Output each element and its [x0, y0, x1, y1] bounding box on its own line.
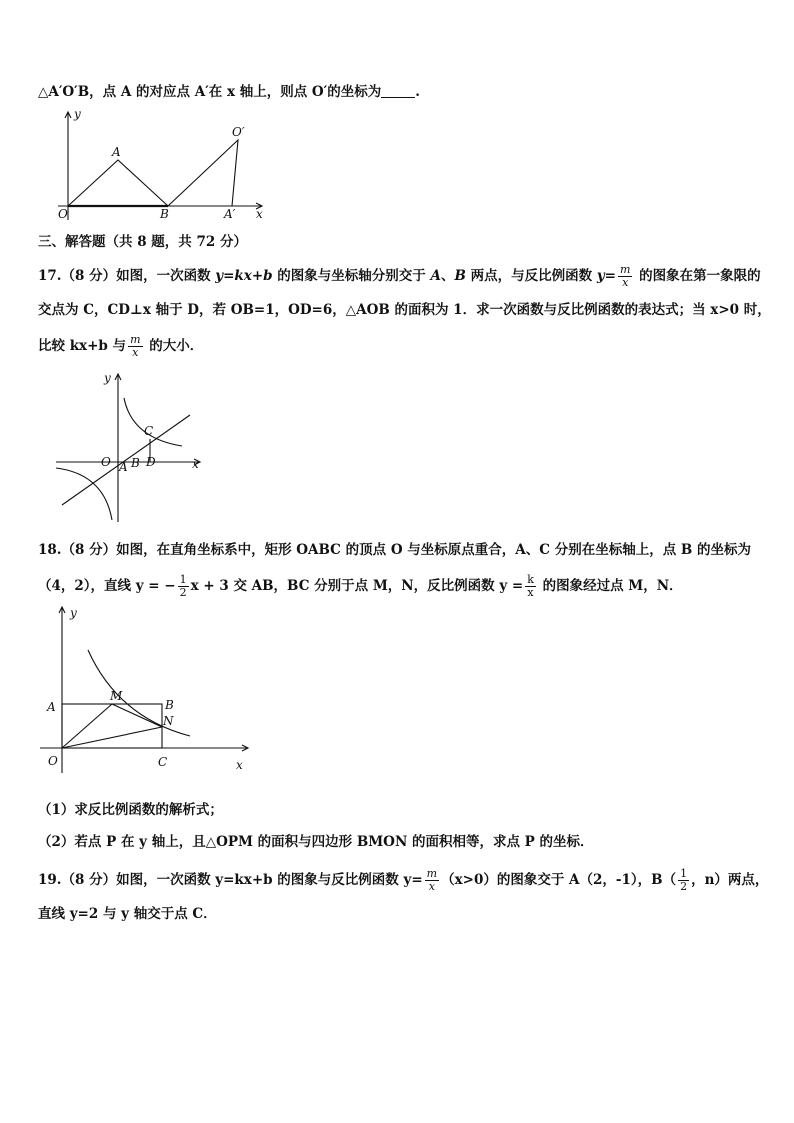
- answer-blank: [381, 83, 415, 98]
- p17-text-i: 的图象在第一象限的: [634, 268, 761, 284]
- p17-text-c: 的图象与坐标轴分别交于: [272, 268, 431, 284]
- p19-text-1c: ，n）两点，: [691, 872, 769, 888]
- figure-18: [40, 605, 255, 775]
- fig18-label-c: C: [158, 755, 168, 769]
- p17-text-3a: 比较 kx+b 与: [38, 338, 127, 354]
- fig16-label-a: A: [112, 145, 121, 159]
- p17-text-f: B: [454, 268, 466, 284]
- fig17-label-c: C: [144, 424, 154, 438]
- fig18-label-m: M: [110, 689, 123, 703]
- fig17-label-y: y: [104, 371, 111, 385]
- fig16-label-y: y: [74, 107, 81, 121]
- fig16-triangle-a2o2b: [168, 140, 238, 206]
- problem-16-text: [38, 82, 420, 102]
- fig16-label-a-prime: A′: [224, 207, 236, 221]
- problem-18-line-1: 18.（8 分）如图，在直角坐标系中，矩形 OABC 的顶点 O 与坐标原点重合，A、C 分别在坐标轴上，点 B 的坐标为: [38, 542, 752, 558]
- p18-text-2c: 的图象经过点 M，N．: [537, 578, 683, 594]
- frac-den: 2: [179, 586, 187, 599]
- frac-den: x: [428, 880, 435, 893]
- frac-den: x: [132, 346, 139, 359]
- fig16-label-b: B: [160, 207, 169, 221]
- frac-num: m: [130, 333, 141, 346]
- problem-17-line-1: [38, 264, 761, 289]
- p17-text-g: 两点，与反比例函数: [465, 268, 597, 284]
- fig16-label-o: O: [58, 207, 68, 221]
- problem-17-line-3: [38, 334, 203, 359]
- fig18-label-x: x: [236, 758, 243, 772]
- p17-text-3b: 的大小．: [144, 338, 204, 354]
- fig18-label-y: y: [70, 606, 77, 620]
- fig18-hyperbola: [88, 650, 190, 736]
- fig18-rectangle-oabc: [62, 704, 162, 748]
- frac-num: m: [619, 263, 631, 276]
- frac-num: 1: [179, 573, 187, 586]
- problem-19-line-1: [38, 868, 768, 893]
- frac-num: 1: [680, 867, 688, 880]
- problem-18-question-2: （2）若点 P 在 y 轴上，且△OPM 的面积与四边形 BMON 的面积相等，求点 P 的坐标．: [38, 834, 594, 850]
- figure-16: [40, 108, 270, 226]
- fig17-label-x: x: [192, 457, 199, 471]
- p17-text-b: y=kx+b: [215, 268, 273, 284]
- problem-17-line-2: 交点为 C，CD⊥x 轴于 D，若 OB=1，OD=6，△AOB 的面积为 1．求一次函数与反比例函数的表达式；当 x>0 时，: [38, 302, 771, 318]
- p18-text-2b: x + 3 交 AB，BC 分别于点 M，N，反比例函数 y =: [190, 578, 524, 594]
- fig17-hyperbola-q1: [124, 398, 182, 446]
- section-heading: 三、解答题（共 8 题，共 72 分）: [38, 234, 247, 250]
- fig18-segment-om: [62, 704, 112, 748]
- p16-end: .: [415, 84, 420, 100]
- fig16-label-o-prime: O′: [232, 125, 245, 139]
- fig18-label-b: B: [165, 698, 174, 712]
- fig18-label-a: A: [47, 700, 56, 714]
- p17-text-e: 、: [440, 268, 455, 284]
- p18-fraction-one-half: [178, 574, 189, 599]
- p16-line: △A′O′B，点 A 的对应点 A′在 x 轴上，则点 O′的坐标为: [38, 84, 382, 100]
- p17-text-a: 17.（8 分）如图，一次函数: [38, 268, 216, 284]
- p17-text-d: A: [430, 268, 441, 284]
- p17-fraction-2: [128, 334, 142, 359]
- frac-den: x: [622, 276, 629, 289]
- problem-18-question-1: （1）求反比例函数的解析式；: [38, 802, 223, 818]
- frac-den: x: [527, 586, 534, 599]
- p17-fraction-m-over-x: [618, 264, 632, 289]
- fig18-label-n: N: [163, 714, 174, 728]
- p19-text-1b: （x>0）的图象交于 A（2，-1），B（: [441, 872, 677, 888]
- fig16-triangle-oab: [68, 160, 168, 206]
- p19-fraction-m-over-x: [425, 868, 439, 893]
- fig17-label-o: O: [101, 455, 111, 469]
- problem-18-line-2: [38, 574, 683, 599]
- fig16-label-x: x: [256, 207, 263, 221]
- p18-text-2a: （4，2），直线 y = −: [38, 578, 176, 594]
- p19-fraction-one-half: [678, 868, 689, 893]
- fig17-label-d: D: [146, 455, 156, 469]
- fig17-label-b: B: [131, 456, 140, 470]
- p19-text-1a: 19.（8 分）如图，一次函数 y=kx+b 的图象与反比例函数 y=: [38, 872, 423, 888]
- fig18-segment-mn: [112, 704, 162, 727]
- fig17-label-a: A: [119, 460, 128, 474]
- p17-text-h: y=: [596, 268, 616, 284]
- frac-den: 2: [680, 880, 688, 893]
- frac-num: m: [426, 867, 438, 880]
- problem-19-line-2: 直线 y=2 与 y 轴交于点 C．: [38, 906, 217, 922]
- fig18-segment-on: [62, 727, 162, 748]
- frac-num: k: [527, 573, 534, 586]
- figure-17: [52, 370, 212, 525]
- fig18-label-o: O: [48, 754, 58, 768]
- p18-fraction-k-over-x: [525, 574, 536, 599]
